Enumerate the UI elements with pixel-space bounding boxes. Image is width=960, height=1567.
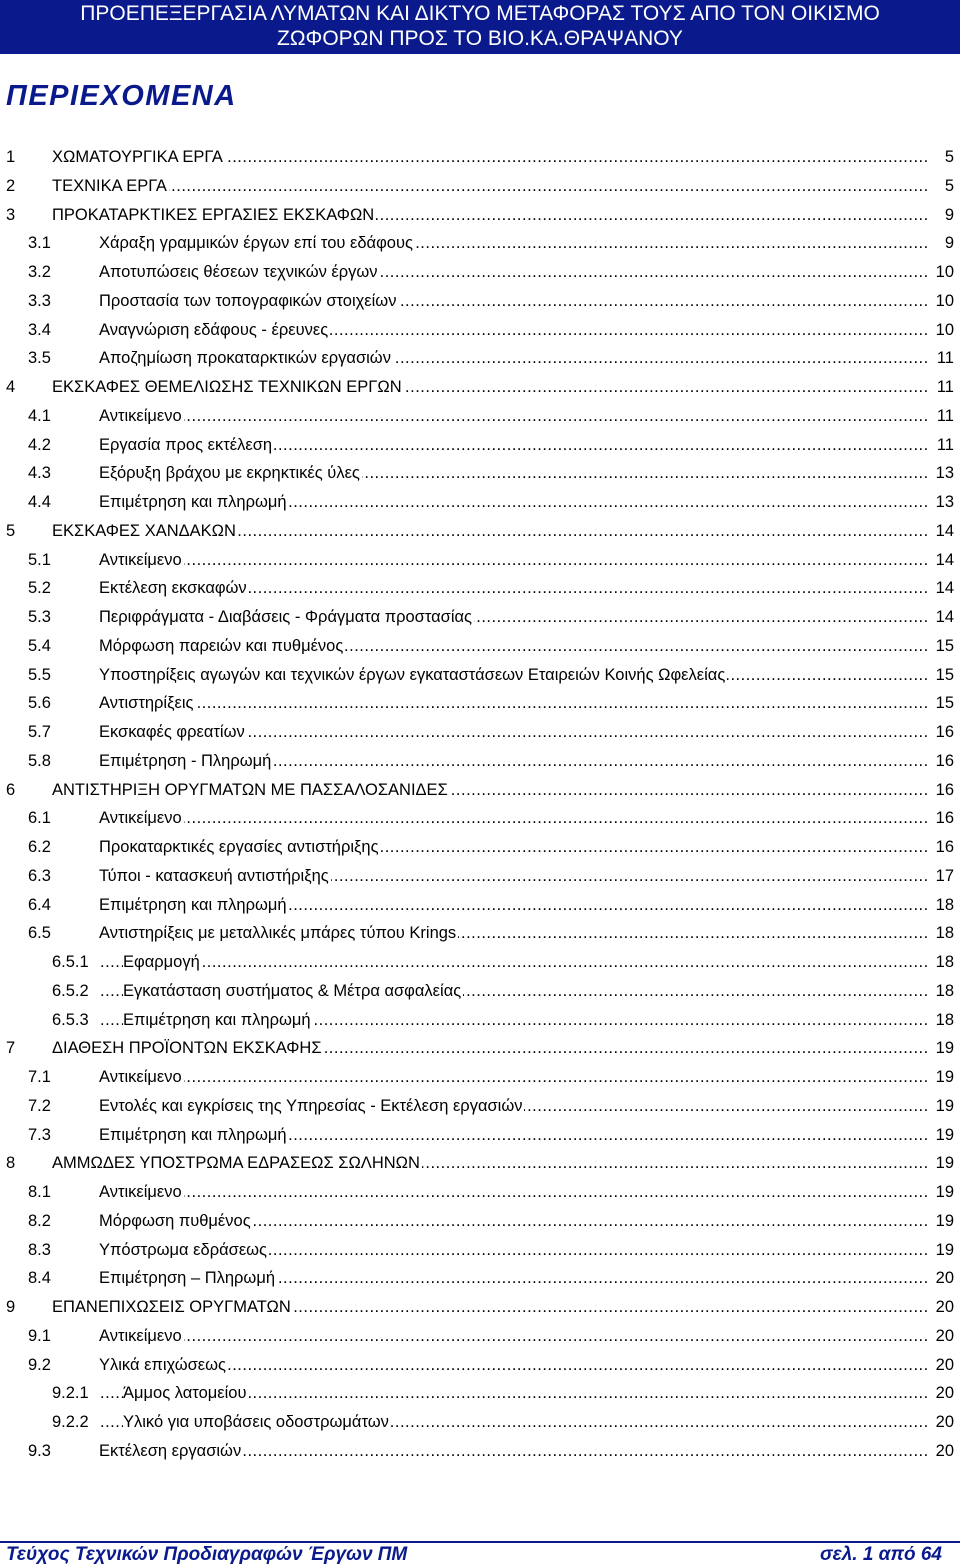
- toc-entry-title: Επιμέτρηση και πληρωμή: [99, 493, 287, 511]
- toc-entry-page: 15: [935, 636, 954, 655]
- toc-entry-page: 15: [935, 694, 954, 713]
- toc-entry-title: Αντικείμενο: [99, 1068, 182, 1086]
- toc-entry-number: 8.3: [28, 1240, 51, 1259]
- toc-entry-page: 19: [935, 1068, 954, 1086]
- toc-entry-page: 18: [935, 895, 954, 914]
- header-title-line-2: ΖΩΦΟΡΩΝ ΠΡΟΣ ΤΟ ΒΙΟ.ΚΑ.ΘΡΑΨΑΝΟΥ: [277, 27, 683, 50]
- toc-entry[interactable]: [0, 1150, 960, 1179]
- toc-dot-leader: [100, 808, 930, 828]
- toc-dot-leader: [100, 952, 930, 972]
- toc-entry-page: 20: [935, 1326, 954, 1345]
- toc-entry-number: 8.1: [28, 1183, 51, 1201]
- toc-entry-page: 18: [935, 1010, 954, 1029]
- toc-entry-title: ΠΡΟΚΑΤΑΡΚΤΙΚΕΣ ΕΡΓΑΣΙΕΣ ΕΚΣΚΑΦΩΝ: [52, 205, 375, 224]
- toc-entry-title: ΤΕΧΝΙΚΑ ΕΡΓΑ: [52, 176, 167, 195]
- toc-dot-leader: [100, 406, 930, 426]
- toc-entry-page: 20: [935, 1413, 954, 1431]
- toc-entry-page: 19: [935, 1039, 954, 1058]
- toc-dot-leader: [100, 1326, 930, 1346]
- toc-entry-number: 3.3: [28, 291, 51, 310]
- toc-entry[interactable]: [0, 1438, 960, 1467]
- toc-entry-page: 14: [935, 521, 954, 540]
- toc-entry-page: 10: [935, 263, 954, 281]
- toc-entry-number: 5: [6, 521, 16, 540]
- toc-entry-title: Προστασία των τοπογραφικών στοιχείων: [99, 291, 397, 310]
- toc-entry-number: 9.2.2: [52, 1413, 89, 1431]
- toc-entry-title: Υλικό για υποβάσεις οδοστρωμάτων: [123, 1413, 389, 1431]
- toc-entry-page: 16: [935, 751, 954, 770]
- toc-entry-number: 6.5: [28, 924, 51, 943]
- toc-entry-title: Αντικείμενο: [99, 406, 182, 425]
- toc-entry-page: 14: [935, 550, 954, 569]
- toc-entry[interactable]: [0, 288, 960, 317]
- toc-entry-title: ΑΜΜΩΔΕΣ ΥΠΟΣΤΡΩΜΑ ΕΔΡΑΣΕΩΣ ΣΩΛΗΝΩΝ: [52, 1154, 420, 1173]
- toc-entry[interactable]: [0, 1007, 960, 1036]
- toc-entry-page: 18: [935, 953, 954, 971]
- toc-entry-number: 3.4: [28, 320, 51, 339]
- toc-entry-page: 18: [935, 924, 954, 943]
- toc-entry-page: 16: [935, 723, 954, 741]
- toc-entry-title: ΕΚΣΚΑΦΕΣ ΘΕΜΕΛΙΩΣΗΣ ΤΕΧΝΙΚΩΝ ΕΡΓΩΝ: [52, 378, 402, 396]
- toc-entry-page: 13: [935, 493, 954, 511]
- toc-entry[interactable]: [0, 1179, 960, 1208]
- toc-entry-number: 6.4: [28, 895, 51, 914]
- toc-entry-number: 6.2: [28, 838, 51, 856]
- toc-entry[interactable]: [0, 489, 960, 518]
- toc-entry-number: 8: [6, 1154, 16, 1173]
- toc-entry-number: 7.1: [28, 1068, 51, 1086]
- toc-entry-title: Υπόστρωμα εδράσεως: [99, 1240, 268, 1259]
- toc-entry[interactable]: [0, 432, 960, 461]
- toc-entry-page: 19: [935, 1183, 954, 1201]
- toc-entry-number: 4.4: [28, 493, 51, 511]
- toc-entry[interactable]: [0, 777, 960, 806]
- toc-entry-page: 13: [935, 464, 954, 483]
- toc-entry-page: 19: [935, 1211, 954, 1230]
- toc-entry-title: ΕΚΣΚΑΦΕΣ ΧΑΝΔΑΚΩΝ: [52, 521, 236, 540]
- toc-entry[interactable]: [0, 1352, 960, 1381]
- toc-entry-page: 11: [936, 435, 954, 454]
- toc-dot-leader: [100, 176, 930, 196]
- toc-entry-number: 1: [6, 148, 16, 166]
- toc-entry-title: Χάραξη γραμμικών έργων επί του εδάφους: [99, 234, 413, 253]
- toc-entry-page: 11: [936, 349, 954, 368]
- toc-entry-title: Επιμέτρηση - Πληρωμή: [99, 751, 272, 770]
- toc-entry-number: 9.2: [28, 1355, 51, 1374]
- toc-entry[interactable]: [0, 863, 960, 892]
- toc-entry-title: Επιμέτρηση και πληρωμή: [99, 895, 287, 914]
- toc-entry-page: 18: [935, 981, 954, 1000]
- toc-entry-number: 5.1: [28, 550, 51, 569]
- toc-entry-number: 6: [6, 780, 16, 799]
- toc-entry[interactable]: [0, 1409, 960, 1438]
- toc-entry[interactable]: [0, 834, 960, 863]
- toc-entry[interactable]: [0, 604, 960, 633]
- toc-entry-page: 5: [944, 176, 954, 195]
- toc-entry[interactable]: [0, 173, 960, 202]
- table-of-contents: [0, 144, 960, 1467]
- toc-entry-page: 11: [936, 378, 954, 396]
- toc-entry-number: 7: [6, 1039, 16, 1058]
- toc-entry[interactable]: [0, 230, 960, 259]
- toc-entry-number: 9: [6, 1298, 16, 1316]
- toc-entry-number: 2: [6, 176, 16, 195]
- toc-entry-number: 7.2: [28, 1096, 51, 1115]
- toc-entry-title: Αντικείμενο: [99, 550, 182, 569]
- toc-entry-title: Υποστηρίξεις αγωγών και τεχνικών έργων εγκαταστάσεων Εταιρειών Κοινής Ωφελείας: [99, 665, 726, 684]
- toc-entry-number: 5.5: [28, 665, 51, 684]
- toc-entry-title: Αποτυπώσεις θέσεων τεχνικών έργων: [99, 263, 378, 281]
- toc-entry-title: Αντικείμενο: [99, 1326, 182, 1345]
- toc-entry-page: 20: [935, 1384, 954, 1403]
- toc-entry-title: Εγκατάσταση συστήματος & Μέτρα ασφαλείας: [123, 981, 462, 1000]
- toc-entry[interactable]: [0, 1380, 960, 1409]
- toc-entry-page: 14: [935, 579, 954, 598]
- toc-entry[interactable]: [0, 949, 960, 978]
- toc-entry[interactable]: [0, 518, 960, 547]
- toc-entry-number: 3.1: [28, 234, 51, 253]
- toc-dot-leader: [100, 1067, 930, 1087]
- toc-entry-title: Επιμέτρηση και πληρωμή: [123, 1010, 311, 1029]
- toc-entry-title: Μόρφωση παρειών και πυθμένος: [99, 636, 344, 655]
- toc-entry-title: ΕΠΑΝΕΠΙΧΩΣΕΙΣ ΟΡΥΓΜΑΤΩΝ: [52, 1298, 291, 1316]
- toc-entry-number: 5.6: [28, 694, 51, 713]
- toc-entry[interactable]: [0, 1035, 960, 1064]
- toc-entry-number: 6.5.1: [52, 953, 89, 971]
- toc-entry[interactable]: [0, 633, 960, 662]
- toc-entry-page: 20: [935, 1441, 954, 1460]
- toc-entry-page: 20: [935, 1269, 954, 1288]
- toc-entry-page: 20: [935, 1298, 954, 1316]
- toc-entry-number: 5.2: [28, 579, 51, 598]
- toc-entry-number: 6.3: [28, 866, 51, 885]
- toc-entry[interactable]: [0, 259, 960, 288]
- toc-entry-number: 3.2: [28, 263, 51, 281]
- toc-entry-number: 5.7: [28, 723, 51, 741]
- toc-entry-number: 4.2: [28, 435, 51, 454]
- toc-entry[interactable]: [0, 978, 960, 1007]
- document-header: [0, 0, 960, 54]
- toc-entry-title: Εξόρυξη βράχου με εκρηκτικές ύλες: [99, 464, 360, 483]
- toc-entry-title: Επιμέτρηση και πληρωμή: [99, 1125, 287, 1144]
- toc-entry[interactable]: [0, 403, 960, 432]
- toc-entry-number: 4.3: [28, 464, 51, 483]
- toc-entry-title: Αποζημίωση προκαταρκτικών εργασιών: [99, 349, 391, 368]
- toc-entry-title: ΔΙΑΘΕΣΗ ΠΡΟΪΟΝΤΩΝ ΕΚΣΚΑΦΗΣ: [52, 1039, 322, 1058]
- footer-page-number: σελ. 1 από 64: [820, 1544, 942, 1565]
- toc-entry-title: Μόρφωση πυθμένος: [99, 1211, 251, 1230]
- toc-entry-number: 5.4: [28, 636, 51, 655]
- toc-entry-number: 3.5: [28, 349, 51, 368]
- toc-entry-page: 19: [935, 1240, 954, 1259]
- toc-entry-page: 5: [944, 148, 954, 166]
- toc-entry-title: Εργασία προς εκτέλεση: [99, 435, 273, 454]
- footer-document-title: Τεύχος Τεχνικών Προδιαγραφών Έργων ΠΜ: [6, 1544, 408, 1565]
- toc-entry-page: 10: [935, 291, 954, 310]
- toc-entry-number: 7.3: [28, 1125, 51, 1144]
- header-title-line-1: ΠΡΟΕΠΕΞΕΡΓΑΣΙΑ ΛΥΜΑΤΩΝ ΚΑΙ ΔΙΚΤΥΟ ΜΕΤΑΦΟΡΑΣ ΤΟΥΣ ΑΠΟ ΤΟΝ ΟΙΚΙΣΜΟ: [80, 2, 880, 25]
- toc-entry-title: Τύποι - κατασκευή αντιστήριξης: [99, 866, 329, 885]
- toc-entry-number: 9.3: [28, 1441, 51, 1460]
- toc-entry-title: Αντικείμενο: [99, 1183, 182, 1201]
- toc-entry-title: Επιμέτρηση – Πληρωμή: [99, 1269, 275, 1288]
- toc-entry[interactable]: [0, 1122, 960, 1151]
- toc-entry-title: Αντικείμενο: [99, 809, 182, 828]
- toc-entry-page: 17: [935, 866, 954, 885]
- toc-entry[interactable]: [0, 374, 960, 403]
- toc-heading: ΠΕΡΙΕΧΟΜΕΝΑ: [6, 80, 237, 112]
- toc-entry-title: Αναγνώριση εδάφους - έρευνες: [99, 320, 329, 339]
- toc-entry-title: Εκτέλεση εργασιών: [99, 1441, 242, 1460]
- toc-entry[interactable]: [0, 1064, 960, 1093]
- toc-entry[interactable]: [0, 920, 960, 949]
- toc-entry-title: Αντιστηρίξεις: [99, 694, 194, 713]
- toc-entry[interactable]: [0, 892, 960, 921]
- toc-entry-number: 5.3: [28, 608, 51, 626]
- toc-entry-page: 19: [935, 1154, 954, 1173]
- toc-entry-number: 9.1: [28, 1326, 51, 1345]
- toc-dot-leader: [100, 550, 930, 570]
- toc-entry-number: 8.2: [28, 1211, 51, 1230]
- toc-entry[interactable]: [0, 805, 960, 834]
- toc-entry-page: 10: [935, 320, 954, 339]
- toc-entry[interactable]: [0, 1323, 960, 1352]
- toc-dot-leader: [100, 1182, 930, 1202]
- toc-entry[interactable]: [0, 202, 960, 231]
- toc-entry[interactable]: [0, 719, 960, 748]
- toc-entry[interactable]: [0, 460, 960, 489]
- toc-entry[interactable]: [0, 662, 960, 691]
- toc-entry[interactable]: [0, 345, 960, 374]
- toc-entry-title: Άμμος λατομείου: [123, 1384, 247, 1403]
- toc-entry-number: 9.2.1: [52, 1384, 89, 1403]
- toc-dot-leader: [100, 693, 930, 713]
- toc-entry-number: 6.5.2: [52, 981, 89, 1000]
- toc-entry[interactable]: [0, 317, 960, 346]
- toc-entry[interactable]: [0, 690, 960, 719]
- toc-entry[interactable]: [0, 575, 960, 604]
- toc-entry-page: 14: [935, 608, 954, 626]
- footer-divider: [0, 1541, 960, 1543]
- toc-entry[interactable]: [0, 144, 960, 173]
- toc-entry-number: 6.1: [28, 809, 51, 828]
- toc-entry-number: 4.1: [28, 406, 51, 425]
- toc-entry-title: ΑΝΤΙΣΤΗΡΙΞΗ ΟΡΥΓΜΑΤΩΝ ΜΕ ΠΑΣΣΑΛΟΣΑΝΙΔΕΣ: [52, 780, 448, 799]
- toc-entry-title: Εκσκαφές φρεατίων: [99, 723, 245, 741]
- toc-entry-title: ΧΩΜΑΤΟΥΡΓΙΚΑ ΕΡΓΑ: [52, 148, 223, 166]
- toc-entry-page: 9: [944, 234, 954, 253]
- toc-entry[interactable]: [0, 1237, 960, 1266]
- toc-entry-page: 11: [936, 406, 954, 425]
- toc-entry-page: 19: [935, 1096, 954, 1115]
- toc-entry-title: Υλικά επιχώσεως: [99, 1355, 226, 1374]
- toc-entry-page: 9: [944, 205, 954, 224]
- toc-entry-number: 4: [6, 378, 16, 396]
- toc-entry-page: 20: [935, 1355, 954, 1374]
- toc-entry-number: 5.8: [28, 751, 51, 770]
- toc-entry-title: Εκτέλεση εκσκαφών: [99, 579, 247, 598]
- toc-entry-page: 16: [935, 780, 954, 799]
- toc-entry-number: 3: [6, 205, 16, 224]
- toc-entry-title: Περιφράγματα - Διαβάσεις - Φράγματα προστασίας: [99, 608, 472, 626]
- toc-entry-title: Εφαρμογή: [123, 953, 200, 971]
- toc-entry[interactable]: [0, 1093, 960, 1122]
- toc-entry-number: 8.4: [28, 1269, 51, 1288]
- toc-entry-title: Εντολές και εγκρίσεις της Υπηρεσίας - Εκτέλεση εργασιών: [99, 1096, 523, 1115]
- toc-entry-page: 16: [935, 809, 954, 828]
- toc-entry[interactable]: [0, 547, 960, 576]
- toc-entry[interactable]: [0, 1265, 960, 1294]
- toc-entry[interactable]: [0, 1208, 960, 1237]
- toc-entry-title: Αντιστηρίξεις με μεταλλικές μπάρες τύπου Krings: [99, 924, 457, 943]
- toc-entry-page: 16: [935, 838, 954, 856]
- toc-entry[interactable]: [0, 748, 960, 777]
- toc-entry-page: 19: [935, 1125, 954, 1144]
- toc-entry-title: Προκαταρκτικές εργασίες αντιστήριξης: [99, 838, 379, 856]
- toc-entry-page: 15: [935, 665, 954, 684]
- toc-entry-number: 6.5.3: [52, 1010, 89, 1029]
- toc-entry[interactable]: [0, 1294, 960, 1323]
